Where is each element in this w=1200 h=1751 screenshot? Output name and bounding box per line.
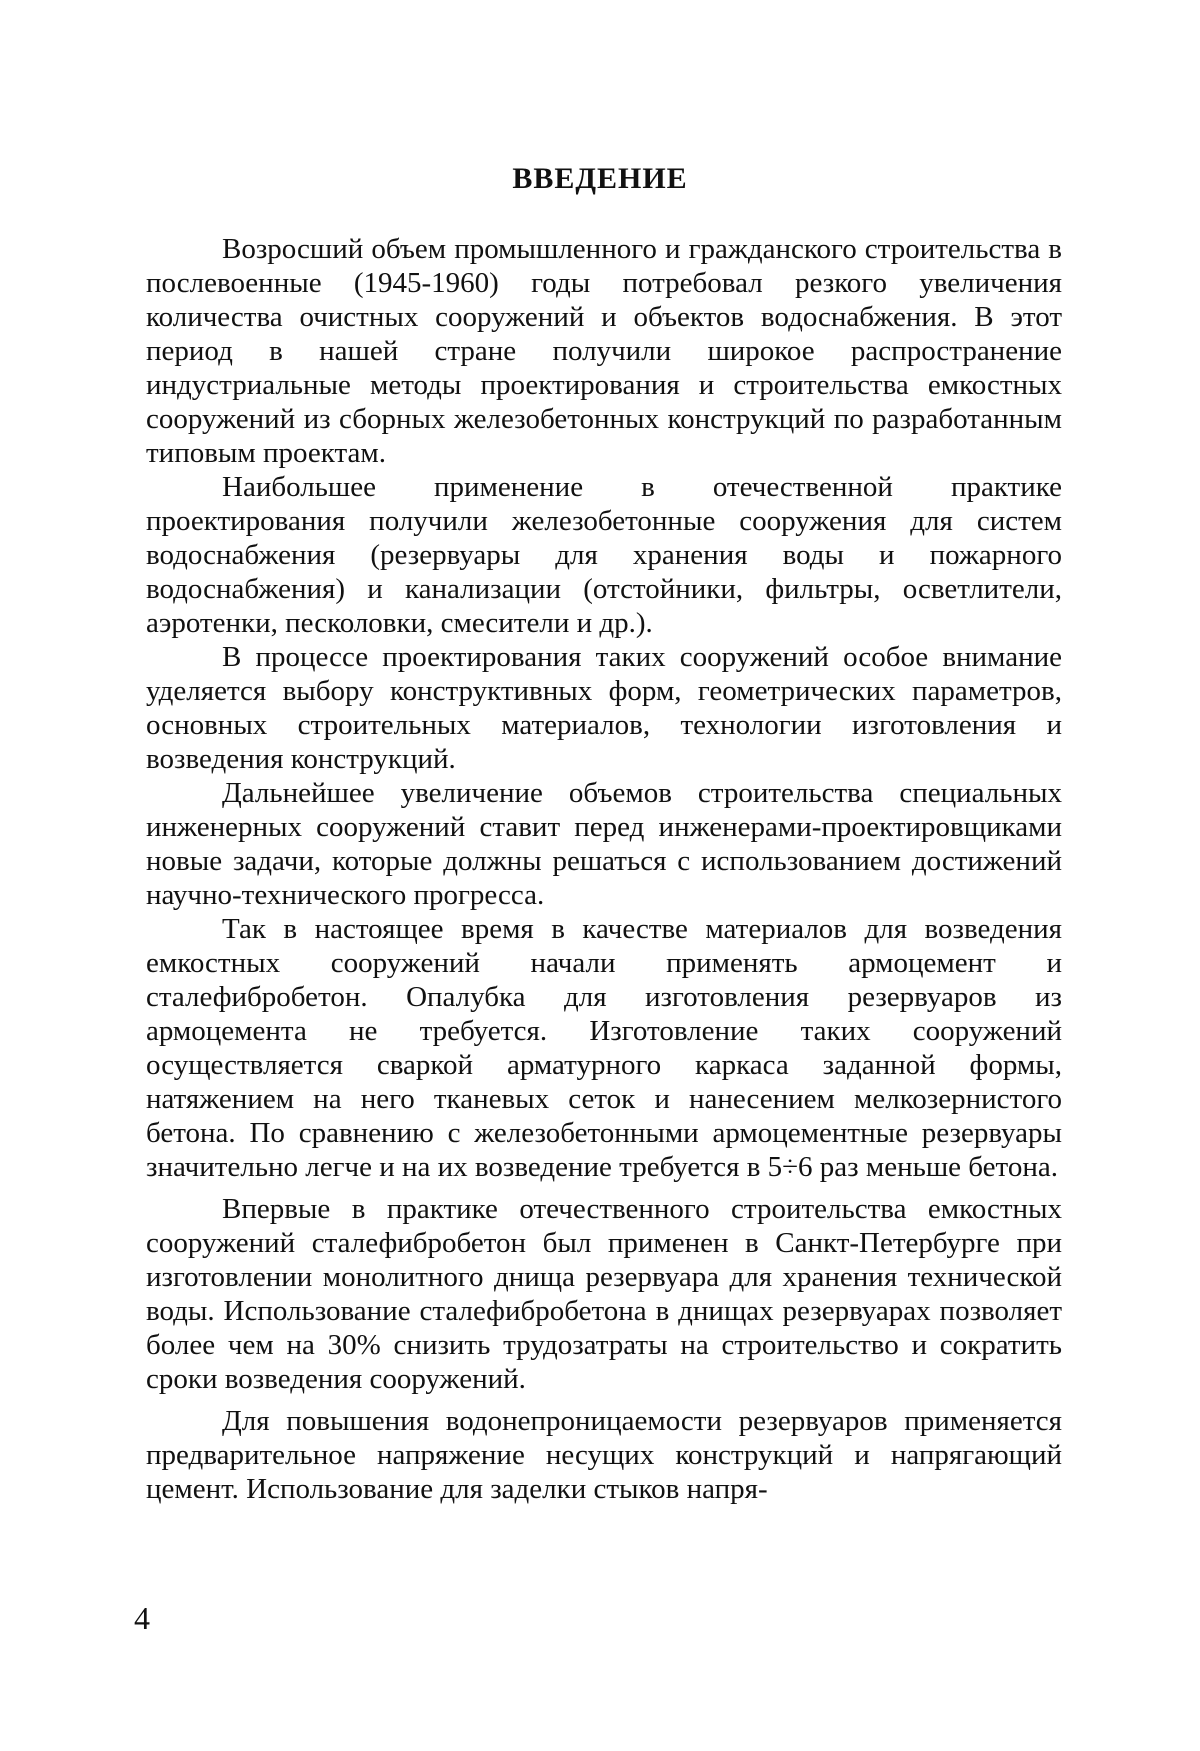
paragraph-4: Дальнейшее увеличение объемов строительства специальных инженерных сооружений ставит перед инженерами-проектировщиками новые задачи, которые должны решаться с использованием достижений научно-технического прогресса.: [146, 777, 1062, 911]
paragraph-6: Впервые в практике отечественного строительства емкостных сооружений сталефибробетон был применен в Санкт-Петербурге при изготовлении монолитного днища резервуара для хранения технической воды. Использование сталефибробетона в днищах резервуарах позволяет более чем на 30% снизить трудозатраты на строительство и сократить сроки возведения сооружений.: [146, 1193, 1062, 1395]
paragraph-3: В процессе проектирования таких сооружений особое внимание уделяется выбору конструктивных форм, геометрических параметров, основных строительных материалов, технологии изготовления и возведения конструкций.: [146, 641, 1062, 775]
paragraph-1: Возросший объем промышленного и гражданского строительства в послевоенные (1945-1960) годы потребовал резкого увеличения количества очистных сооружений и объектов водоснабжения. В этот период в нашей стране получили широкое распространение индустриальные методы проектирования и строительства емкостных сооружений из сборных железобетонных конструкций по разработанным типовым проектам.: [146, 233, 1062, 469]
page-number: 4: [134, 1600, 150, 1636]
body-text: [146, 232, 1062, 1506]
page-title: ВВЕДЕНИЕ: [512, 162, 688, 195]
paragraph-5: Так в настоящее время в качестве материалов для возведения емкостных сооружений начали применять армоцемент и сталефибробетон. Опалубка для изготовления резервуаров из армоцемента не требуется. Изготовление таких сооружений осуществляется сваркой арматурного каркаса заданной формы, натяжением на него тканевых сеток и нанесением мелкозернистого бетона. По сравнению с железобетонными армоцементные резервуары значительно легче и на их возведение требуется в 5÷6 раз меньше бетона.: [146, 913, 1062, 1183]
paragraph-7: Для повышения водонепроницаемости резервуаров применяется предварительное напряжение несущих конструкций и напрягающий цемент. Использование для заделки стыков напря-: [146, 1405, 1062, 1505]
paragraph-2: Наибольшее применение в отечественной практике проектирования получили железобетонные сооружения для систем водоснабжения (резервуары для хранения воды и пожарного водоснабжения) и канализации (отстойники, фильтры, осветлители, аэротенки, песколовки, смесители и др.).: [146, 471, 1062, 639]
